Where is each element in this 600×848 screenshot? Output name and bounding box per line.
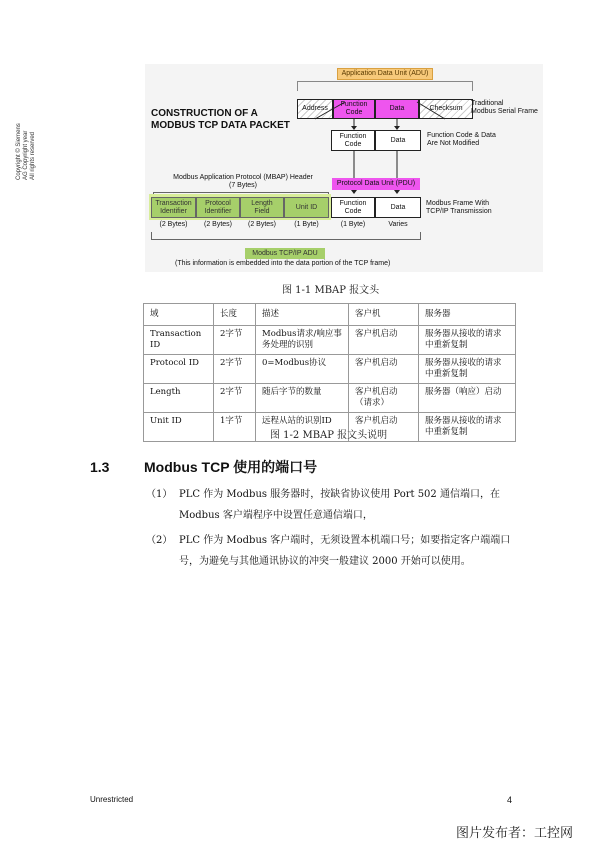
cell: Unit ID [144,413,214,442]
cell: 2字节 [214,326,256,355]
mbap-table [143,303,516,442]
list-text: PLC 作为 Modbus 客户端时，无须设置本机端口号；如要指定客户端端口号，为避免与其他通讯协议的冲突一般建议 2000 开始可以使用。 [179,535,511,567]
tcp-length-field: Length Field [240,197,284,218]
table-row [144,384,516,413]
serial-data: Data [375,99,419,119]
page-number: 4 [507,795,513,805]
header-cell: 描述 [256,304,349,326]
tcp-adu-bracket [151,232,421,240]
tcp-frame-label: Modbus Frame With TCP/IP Transmission [426,200,492,215]
tcp-adu-label: Modbus TCP/IP ADU [245,248,325,259]
tcp-unit-id: Unit ID [284,197,329,218]
cell: 2字节 [214,355,256,384]
mid-label: Function Code & Data Are Not Modified [427,132,496,147]
serial-checksum: Checksum [419,99,473,119]
cell: 客户机启动 [349,326,419,355]
cell: 服务器从接收的请求中重新复制 [419,413,516,442]
table-row [144,355,516,384]
adu-label: Application Data Unit (ADU) [337,68,433,80]
section-number: 1.3 [90,459,110,475]
size-transaction: (2 Bytes) [159,221,188,228]
cell: Protocol ID [144,355,214,384]
cell: 服务器（响应）启动 [419,384,516,413]
cell: Transaction ID [144,326,214,355]
list-text: PLC 作为 Modbus 服务器时，按缺省协议使用 Port 502 通信端口，在 Modbus 客户端程序中设置任意通信端口， [179,489,500,521]
mid-function-code: Function Code [331,130,375,151]
copyright-line: Copyright © Siemens [16,123,22,180]
diagram-title-2: MODBUS TCP DATA PACKET [151,120,290,131]
cell: 客户机启动 [349,413,419,442]
section-heading [90,457,317,477]
tcp-function-code: Function Code [331,197,375,218]
list-item [146,484,516,528]
figure-caption-2: 图 1-2 MBAP 报文头说明 [270,430,388,441]
cell: 随后字节的数量 [256,384,349,413]
mid-data: Data [375,130,421,151]
watermark: 图片发布者：工控网 [456,826,574,841]
tcp-data: Data [375,197,421,218]
cell: 1字节 [214,413,256,442]
size-data: Varies [388,221,408,228]
serial-function-code: Function Code [333,99,375,119]
size-protocol: (2 Bytes) [203,221,232,228]
table-header-row [144,304,516,326]
copyright-notice [16,110,56,180]
header-cell: 长度 [214,304,256,326]
cell: 服务器从接收的请求中重新复制 [419,355,516,384]
size-unit-id: (1 Byte) [294,221,319,228]
cell: Modbus请求/响应事务处理的识别 [256,326,349,355]
footer-classification: Unrestricted [90,795,134,804]
copyright-line: All rights reserved [30,131,36,180]
cell: 客户机启动 [349,355,419,384]
pdu-label: Protocol Data Unit (PDU) [332,178,420,190]
copyright-line: AG Copyright year [23,130,29,180]
cell: 远程从站的识别ID [256,413,349,442]
header-cell: 服务器 [419,304,516,326]
serial-address: Address [297,99,333,119]
arrows-graphic [145,64,543,272]
diagram-title-1: CONSTRUCTION OF A [151,108,258,119]
size-length: (2 Bytes) [247,221,276,228]
section-title: Modbus TCP 使用的端口号 [144,459,318,475]
cell: 服务器从接收的请求中重新复制 [419,326,516,355]
header-cell: 域 [144,304,214,326]
table-row [144,326,516,355]
cell: 客户机启动（请求） [349,384,419,413]
embedded-note: (This information is embedded into the data portion of the TCP frame) [175,260,391,267]
list-marker: （2） [146,535,173,546]
list-marker: （1） [146,489,173,500]
cell: 2字节 [214,384,256,413]
size-function-code: (1 Byte) [340,221,366,228]
cell: 0=Modbus协议 [256,355,349,384]
serial-frame-label: Traditional Modbus Serial Frame [471,100,538,115]
mbap-header-label: Modbus Application Protocol (MBAP) Header (7 Bytes) [173,174,313,189]
list-item [146,530,516,574]
tcp-transaction-id: Transaction Identifier [151,197,196,218]
mbap-diagram [145,64,543,272]
tcp-protocol-id: Protocol Identifier [196,197,240,218]
cell: Length [144,384,214,413]
figure-caption-1: 图 1-1 MBAP 报文头 [282,285,380,296]
header-cell: 客户机 [349,304,419,326]
